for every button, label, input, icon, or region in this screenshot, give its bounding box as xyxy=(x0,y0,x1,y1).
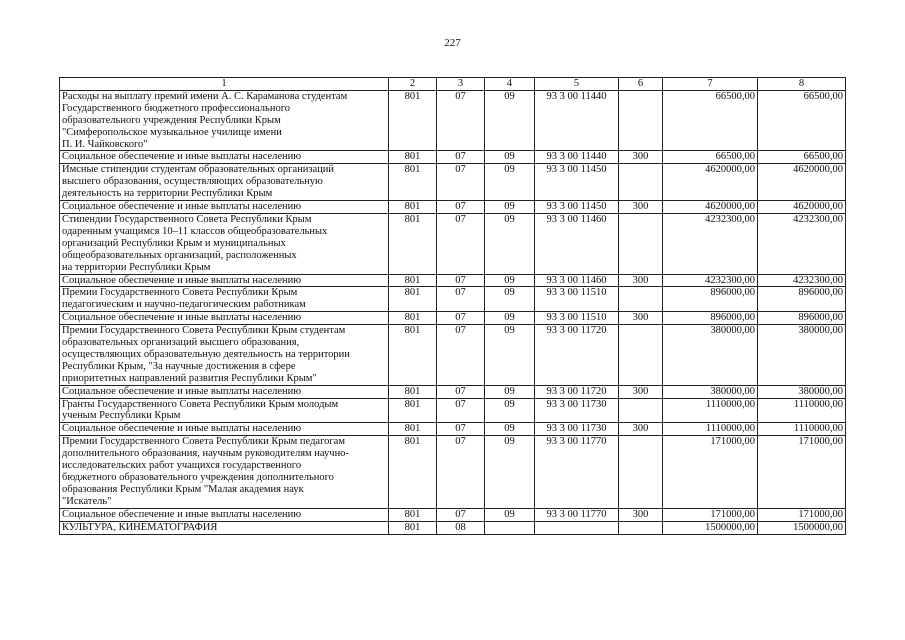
table-row xyxy=(60,151,846,164)
target-article-cell: 93 3 00 11770 xyxy=(535,436,619,508)
item-name-cell xyxy=(60,213,389,274)
amount-cell-col7: 1110000,00 xyxy=(663,423,758,436)
table-row xyxy=(60,201,846,214)
budget-code-cell: 801 xyxy=(389,325,437,386)
amount-cell-col7: 4232300,00 xyxy=(663,274,758,287)
item-name-cell xyxy=(60,151,389,164)
header-cell-col7: 7 xyxy=(663,78,758,91)
subsection-code-cell: 09 xyxy=(485,90,535,151)
subsection-code-cell: 09 xyxy=(485,274,535,287)
item-name-cell xyxy=(60,423,389,436)
expense-type-cell: 300 xyxy=(619,274,663,287)
item-name-line: Государственного бюджетного профессионального xyxy=(62,102,290,114)
subsection-code-cell: 09 xyxy=(485,398,535,423)
item-name-line: Социальное обеспечение и иные выплаты населению xyxy=(62,201,302,213)
subsection-code-cell: 09 xyxy=(485,508,535,521)
expense-type-cell: 300 xyxy=(619,312,663,325)
budget-code-cell: 801 xyxy=(389,423,437,436)
amount-cell-col8: 1110000,00 xyxy=(758,398,846,423)
expense-type-cell: 300 xyxy=(619,151,663,164)
item-name-line: ученым Республики Крым xyxy=(62,410,181,422)
target-article-cell: 93 3 00 11510 xyxy=(535,312,619,325)
item-name-line: Социальное обеспечение и иные выплаты населению xyxy=(62,151,302,163)
header-cell-col2: 2 xyxy=(389,78,437,91)
item-name-line: Социальное обеспечение и иные выплаты населению xyxy=(62,423,302,435)
item-name-line: общеобразовательных организаций, расположенных xyxy=(62,249,297,261)
item-name-line: Социальное обеспечение и иные выплаты населению xyxy=(62,274,302,286)
section-code-cell: 07 xyxy=(437,287,485,312)
subsection-code-cell: 09 xyxy=(485,423,535,436)
section-code-cell: 07 xyxy=(437,398,485,423)
expense-type-cell xyxy=(619,213,663,274)
amount-cell-col7: 171000,00 xyxy=(663,508,758,521)
budget-code-cell: 801 xyxy=(389,287,437,312)
amount-cell-col8: 1110000,00 xyxy=(758,423,846,436)
target-article-cell: 93 3 00 11460 xyxy=(535,274,619,287)
item-name-line: "Симферопольское музыкальное училище имени xyxy=(62,126,282,138)
amount-cell-col7: 4232300,00 xyxy=(663,213,758,274)
target-article-cell: 93 3 00 11720 xyxy=(535,325,619,386)
amount-cell-col7: 1110000,00 xyxy=(663,398,758,423)
item-name-line: Премии Государственного Совета Республики Крым педагогам xyxy=(62,436,345,448)
item-name-line: Республики Крым, "За научные достижения в сфере xyxy=(62,360,296,372)
table-row xyxy=(60,164,846,201)
table-row xyxy=(60,508,846,521)
subsection-code-cell: 09 xyxy=(485,201,535,214)
expense-type-cell: 300 xyxy=(619,423,663,436)
header-cell-col8: 8 xyxy=(758,78,846,91)
item-name-cell xyxy=(60,508,389,521)
item-name-line: Расходы на выплату премий имени А. С. Караманова студентам xyxy=(62,90,348,102)
target-article-cell: 93 3 00 11450 xyxy=(535,201,619,214)
item-name-line: педагогическим и научно-педагогическим работникам xyxy=(62,299,306,311)
budget-code-cell: 801 xyxy=(389,508,437,521)
item-name-line: бюджетного образовательного учреждения дополнительного xyxy=(62,472,334,483)
section-code-cell: 07 xyxy=(437,325,485,386)
amount-cell-col7: 380000,00 xyxy=(663,385,758,398)
subsection-code-cell: 09 xyxy=(485,213,535,274)
amount-cell-col8: 4232300,00 xyxy=(758,213,846,274)
subsection-code-cell: 09 xyxy=(485,287,535,312)
budget-code-cell: 801 xyxy=(389,398,437,423)
expense-type-cell xyxy=(619,164,663,201)
section-code-cell: 07 xyxy=(437,423,485,436)
amount-cell-col7: 380000,00 xyxy=(663,325,758,386)
expense-type-cell: 300 xyxy=(619,201,663,214)
budget-code-cell: 801 xyxy=(389,151,437,164)
table-row xyxy=(60,385,846,398)
amount-cell-col8: 171000,00 xyxy=(758,508,846,521)
subsection-code-cell xyxy=(485,521,535,534)
amount-cell-col8: 66500,00 xyxy=(758,90,846,151)
amount-cell-col7: 896000,00 xyxy=(663,287,758,312)
table-row xyxy=(60,398,846,423)
table-header-row xyxy=(60,78,846,91)
section-code-cell: 08 xyxy=(437,521,485,534)
table-row xyxy=(60,423,846,436)
budget-code-cell: 801 xyxy=(389,213,437,274)
item-name-line: деятельность на территории Республики Крым xyxy=(62,188,273,200)
table-row xyxy=(60,287,846,312)
item-name-line: исследовательских работ учащихся государственного xyxy=(62,460,302,472)
section-code-cell: 07 xyxy=(437,385,485,398)
item-name-line: Социальное обеспечение и иные выплаты населению xyxy=(62,385,302,397)
section-code-cell: 07 xyxy=(437,213,485,274)
item-name-line: Премии Государственного Совета Республики Крым xyxy=(62,287,298,299)
table-row xyxy=(60,325,846,386)
item-name-line: образовательного учреждения Республики Крым xyxy=(62,114,281,126)
item-name-cell xyxy=(60,521,389,534)
amount-cell-col8: 4232300,00 xyxy=(758,274,846,287)
subsection-code-cell: 09 xyxy=(485,164,535,201)
amount-cell-col7: 4620000,00 xyxy=(663,201,758,214)
item-name-line: Социальное обеспечение и иные выплаты населению xyxy=(62,508,302,520)
item-name-line: образования Республики Крым "Малая академия наук xyxy=(62,483,304,495)
amount-cell-col7: 66500,00 xyxy=(663,151,758,164)
expense-type-cell xyxy=(619,436,663,508)
item-name-line: Имсные стипендии студентам образовательных организаций xyxy=(62,164,335,176)
budget-code-cell: 801 xyxy=(389,201,437,214)
item-name-cell xyxy=(60,90,389,151)
target-article-cell: 93 3 00 11730 xyxy=(535,398,619,423)
amount-cell-col8: 171000,00 xyxy=(758,436,846,508)
budget-table xyxy=(59,77,846,535)
amount-cell-col7: 4620000,00 xyxy=(663,164,758,201)
item-name-cell xyxy=(60,287,389,312)
section-code-cell: 07 xyxy=(437,508,485,521)
item-name-line: образовательных организаций высшего образования, xyxy=(62,337,300,349)
item-name-line: дополнительного образования, научным руководителям научно- xyxy=(62,448,349,460)
target-article-cell: 93 3 00 11450 xyxy=(535,164,619,201)
section-code-cell: 07 xyxy=(437,164,485,201)
table-row xyxy=(60,436,846,508)
page-number: 227 xyxy=(444,37,461,49)
item-name-line: Гранты Государственного Совета Республики Крым молодым xyxy=(62,398,339,410)
expense-type-cell xyxy=(619,521,663,534)
header-cell-col1: 1 xyxy=(60,78,389,91)
header-cell-col4: 4 xyxy=(485,78,535,91)
amount-cell-col7: 66500,00 xyxy=(663,90,758,151)
subsection-code-cell: 09 xyxy=(485,151,535,164)
amount-cell-col7: 896000,00 xyxy=(663,312,758,325)
item-name-line: одаренным учащимся 10–11 классов общеобразовательных xyxy=(62,225,328,237)
item-name-line: приоритетных направлений развития Республики Крым" xyxy=(62,372,317,384)
section-code-cell: 07 xyxy=(437,436,485,508)
item-name-cell xyxy=(60,385,389,398)
item-name-cell xyxy=(60,325,389,386)
item-name-cell xyxy=(60,201,389,214)
item-name-line: П. И. Чайковского" xyxy=(62,138,148,150)
amount-cell-col8: 896000,00 xyxy=(758,287,846,312)
section-code-cell: 07 xyxy=(437,151,485,164)
item-name-line: Социальное обеспечение и иные выплаты населению xyxy=(62,312,302,324)
item-name-cell xyxy=(60,164,389,201)
amount-cell-col8: 1500000,00 xyxy=(758,521,846,534)
subsection-code-cell: 09 xyxy=(485,312,535,325)
item-name-line: Премии Государственного Совета Республики Крым студентам xyxy=(62,325,346,337)
amount-cell-col7: 171000,00 xyxy=(663,436,758,508)
amount-cell-col7: 1500000,00 xyxy=(663,521,758,534)
budget-code-cell: 801 xyxy=(389,385,437,398)
expense-type-cell: 300 xyxy=(619,385,663,398)
header-cell-col6: 6 xyxy=(619,78,663,91)
expense-type-cell xyxy=(619,398,663,423)
table-row xyxy=(60,213,846,274)
subsection-code-cell: 09 xyxy=(485,325,535,386)
budget-code-cell: 801 xyxy=(389,521,437,534)
subsection-code-cell: 09 xyxy=(485,385,535,398)
subsection-code-cell: 09 xyxy=(485,436,535,508)
expense-type-cell xyxy=(619,325,663,386)
item-name-line: высшего образования, осуществляющих образовательную xyxy=(62,176,323,188)
target-article-cell: 93 3 00 11440 xyxy=(535,151,619,164)
table-row xyxy=(60,274,846,287)
table-row xyxy=(60,521,846,534)
target-article-cell: 93 3 00 11770 xyxy=(535,508,619,521)
section-code-cell: 07 xyxy=(437,312,485,325)
amount-cell-col8: 380000,00 xyxy=(758,385,846,398)
amount-cell-col8: 896000,00 xyxy=(758,312,846,325)
budget-code-cell: 801 xyxy=(389,274,437,287)
target-article-cell: 93 3 00 11460 xyxy=(535,213,619,274)
amount-cell-col8: 4620000,00 xyxy=(758,164,846,201)
section-code-cell: 07 xyxy=(437,201,485,214)
item-name-cell xyxy=(60,436,389,508)
budget-code-cell: 801 xyxy=(389,436,437,508)
item-name-cell xyxy=(60,398,389,423)
expense-type-cell: 300 xyxy=(619,508,663,521)
item-name-line: "Искатель" xyxy=(62,495,112,507)
section-code-cell: 07 xyxy=(437,274,485,287)
header-cell-col5: 5 xyxy=(535,78,619,91)
target-article-cell: 93 3 00 11720 xyxy=(535,385,619,398)
item-name-line: на территории Республики Крым xyxy=(62,261,211,273)
item-name-line: Стипендии Государственного Совета Республики Крым xyxy=(62,213,312,225)
amount-cell-col8: 66500,00 xyxy=(758,151,846,164)
item-name-cell xyxy=(60,274,389,287)
expense-type-cell xyxy=(619,287,663,312)
budget-code-cell: 801 xyxy=(389,90,437,151)
budget-code-cell: 801 xyxy=(389,164,437,201)
table-row xyxy=(60,312,846,325)
item-name-cell xyxy=(60,312,389,325)
budget-code-cell: 801 xyxy=(389,312,437,325)
amount-cell-col8: 380000,00 xyxy=(758,325,846,386)
target-article-cell: 93 3 00 11440 xyxy=(535,90,619,151)
table-row xyxy=(60,90,846,151)
amount-cell-col8: 4620000,00 xyxy=(758,201,846,214)
item-name-line: КУЛЬТУРА, КИНЕМАТОГРАФИЯ xyxy=(62,521,218,533)
target-article-cell: 93 3 00 11730 xyxy=(535,423,619,436)
section-code-cell: 07 xyxy=(437,90,485,151)
expense-type-cell xyxy=(619,90,663,151)
item-name-line: организаций Республики Крым и муниципальных xyxy=(62,237,286,249)
header-cell-col3: 3 xyxy=(437,78,485,91)
item-name-line: осуществляющих образовательную деятельность на территории xyxy=(62,348,350,360)
target-article-cell: 93 3 00 11510 xyxy=(535,287,619,312)
target-article-cell xyxy=(535,521,619,534)
